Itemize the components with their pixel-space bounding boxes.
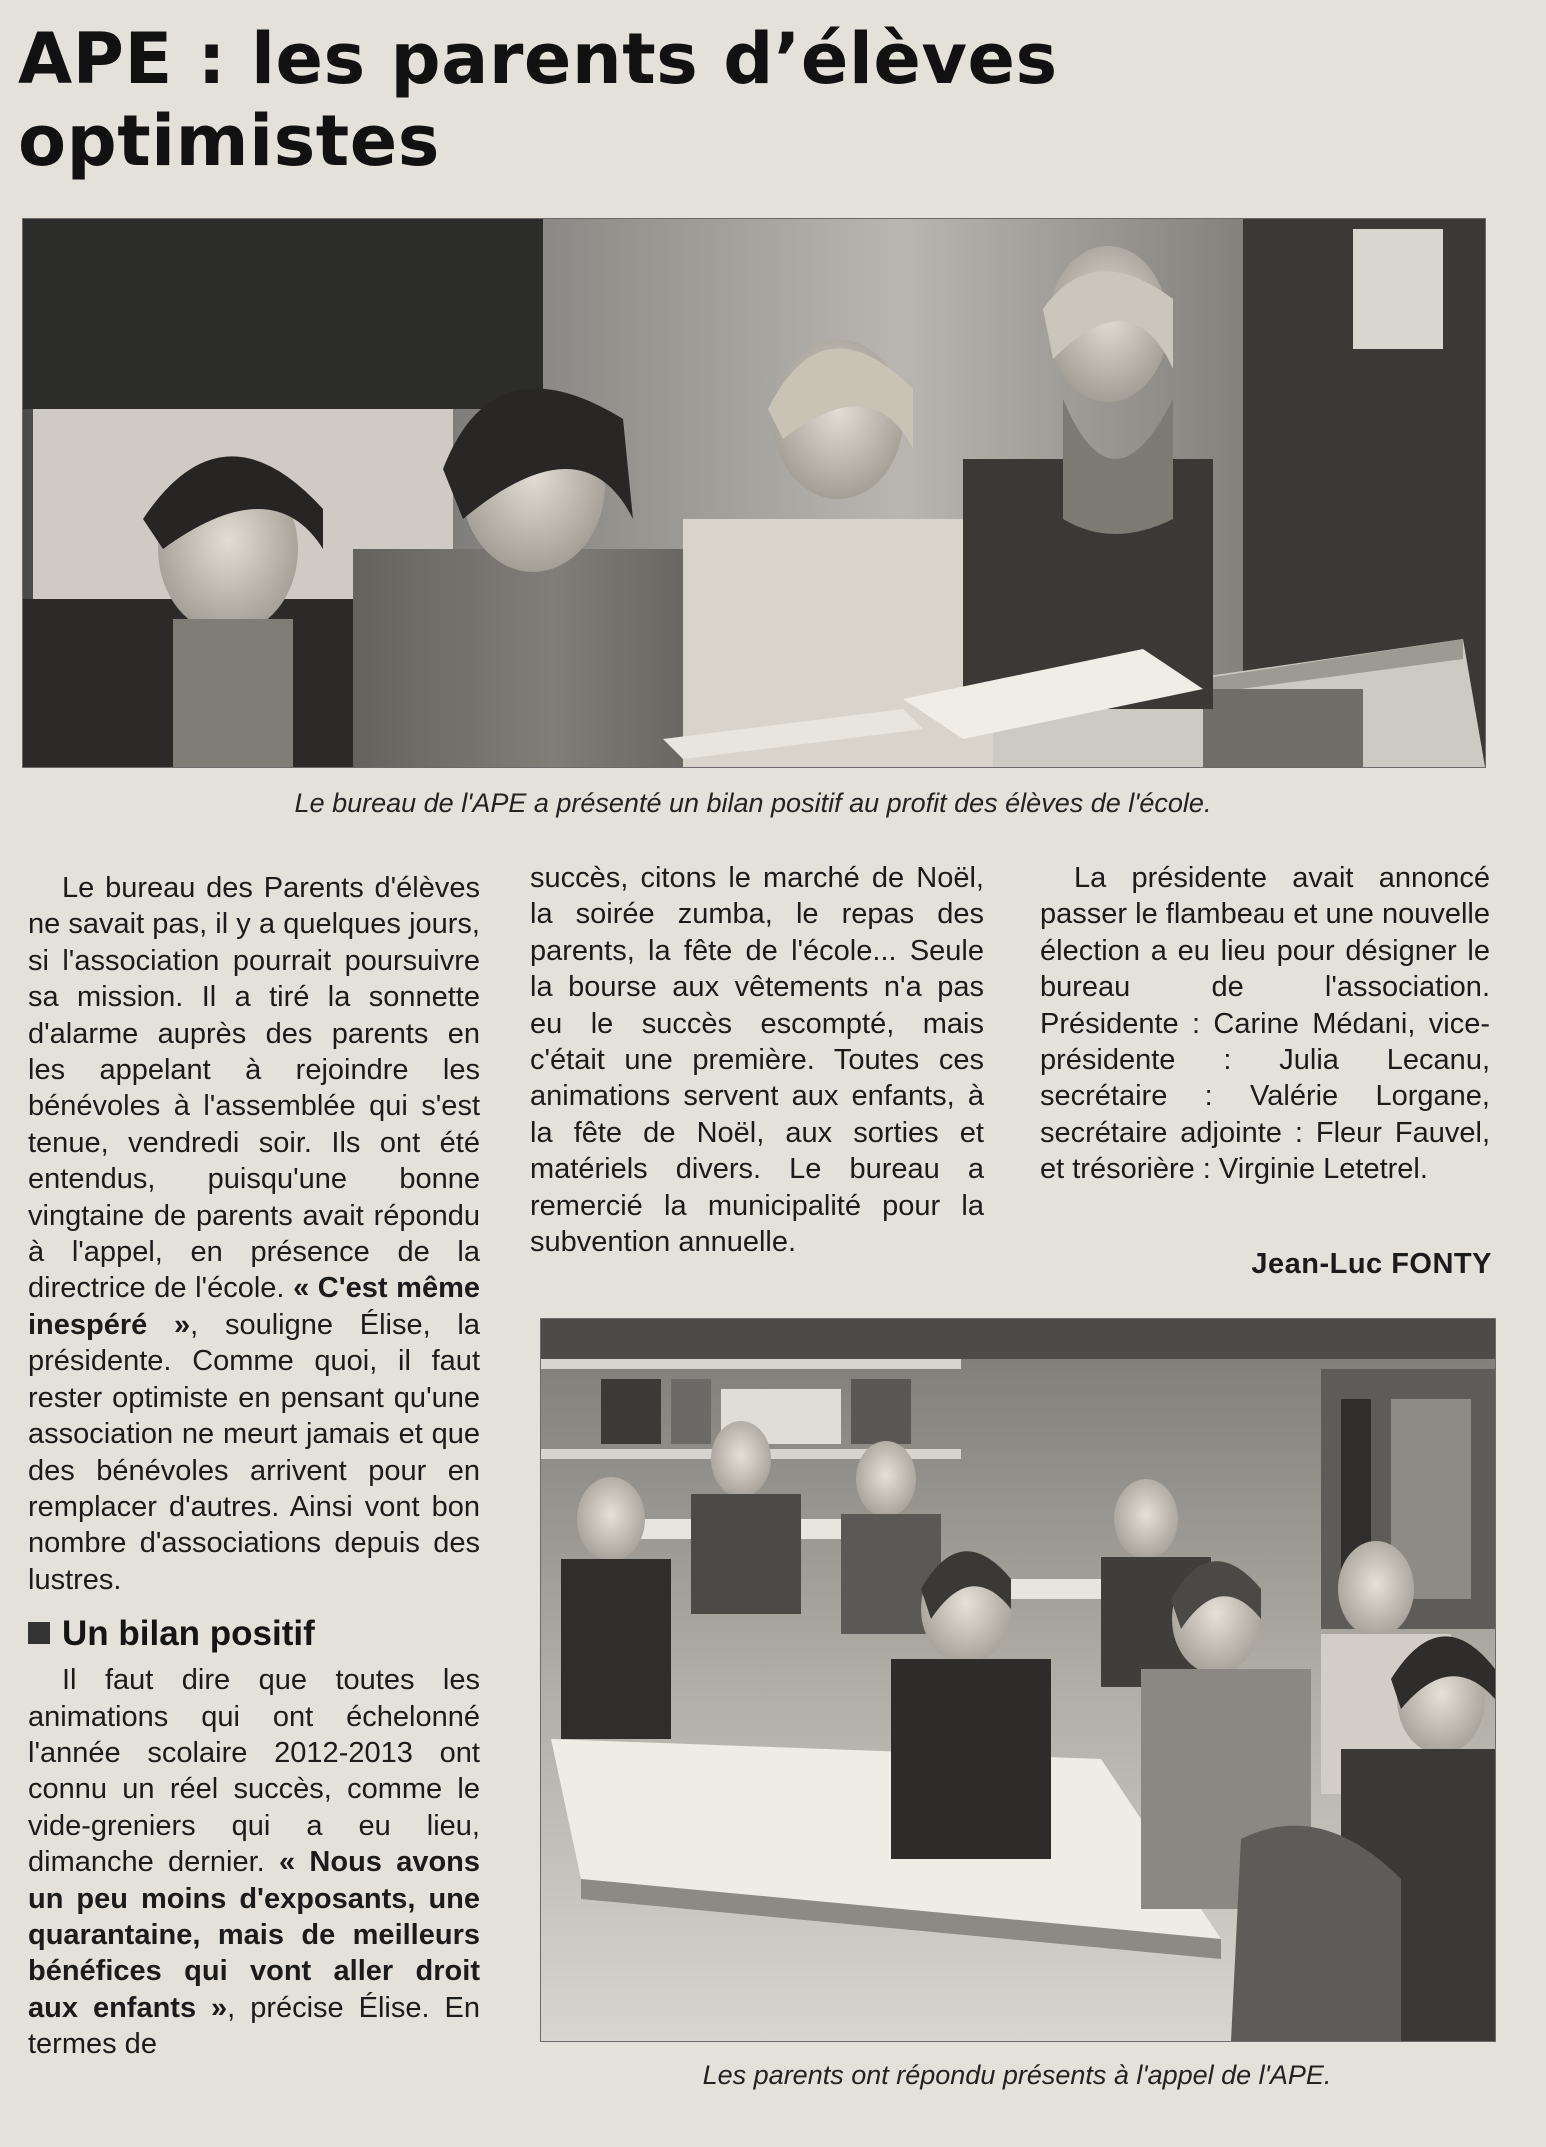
paragraph-intro-text: Le bureau des Parents d'élèves ne savait pas, il y a quelques jours, si l'association pourrait poursuivre sa mission. Il a tiré la sonnette d'alarme auprès des parents en les appelant à rejoindre les bénévoles à l'assemblée qui s'est tenue, vendredi soir. Ils ont été entendus, puisqu'une bonne vingtaine de parents avait répondu à l'appel, en présence de la directrice de l'école. <box>28 872 480 1305</box>
photo-bureau-ape <box>22 218 1486 768</box>
subheading-text: Un bilan positif <box>62 1614 315 1654</box>
paragraph-bilan <box>28 1662 480 2062</box>
photo-parents-assemblee <box>540 1318 1496 2042</box>
headline-line-2: optimistes <box>18 100 440 182</box>
article-column-3 <box>1040 860 1490 1188</box>
quote-inespere: « C'est même inespéré » <box>28 1272 480 1341</box>
article-column-1 <box>28 870 480 2063</box>
photo-bureau-ape-image <box>23 219 1485 767</box>
photo-parents-assemblee-image <box>541 1319 1495 2041</box>
paragraph-intro-text-2: , souligne Élise, la présidente. Comme quoi, il faut rester optimiste en pensant qu'une association ne meurt jamais et que des bénévoles arrivent pour en remplacer d'autres. Ainsi vont bon nombre d'associations depuis des lustres. <box>28 1308 480 1596</box>
photo-parents-assemblee-caption: Les parents ont répondu présents à l'appel de l'APE. <box>702 2060 1332 2090</box>
headline <box>18 18 1518 182</box>
article-column-2 <box>530 860 984 1260</box>
photo-bureau-ape-caption: Le bureau de l'APE a présenté un bilan positif au profit des élèves de l'école. <box>294 788 1212 818</box>
paragraph-bilan-text-2: , précise Élise. En termes de <box>28 1991 480 2061</box>
subheading <box>28 1612 480 1656</box>
paragraph-bilan-text: Il faut dire que toutes les animations qui ont échelonné l'année scolaire 2012-2013 ont connu un réel succès, comme le vide-greniers qui a eu lieu, dimanche dernier. <box>28 1664 480 1879</box>
headline-line-1: APE : les parents d’élèves <box>18 18 1058 100</box>
quote-exposants: « Nous avons un peu moins d'exposants, une quarantaine, mais de meilleurs bénéfices qui vont aller droit aux enfants » <box>28 1846 481 2024</box>
paragraph-succes: succès, citons le marché de Noël, la soirée zumba, le repas des parents, la fête de l'école... Seule la bourse aux vêtements n'a pas eu le succès escompté, mais c'était une première. Toutes ces animations servent aux enfants, à la fête de Noël, aux sorties et matériels divers. Le bureau a remercié la municipalité pour la subvention annuelle. <box>530 862 984 1259</box>
byline: Jean-Luc FONTY <box>1251 1248 1492 1280</box>
bullet-square-icon <box>28 1622 50 1644</box>
paragraph-election: La présidente avait annoncé passer le flambeau et une nouvelle élection a eu lieu pour désigner le bureau de l'association. Présidente : Carine Médani, vice-présidente : Julia Lecanu, secrétaire : Valérie Lorgane, secrétaire adjointe : Fleur Fauvel, et trésorière : Virginie Letetrel. <box>1040 862 1490 1186</box>
paragraph-intro <box>28 870 480 1598</box>
